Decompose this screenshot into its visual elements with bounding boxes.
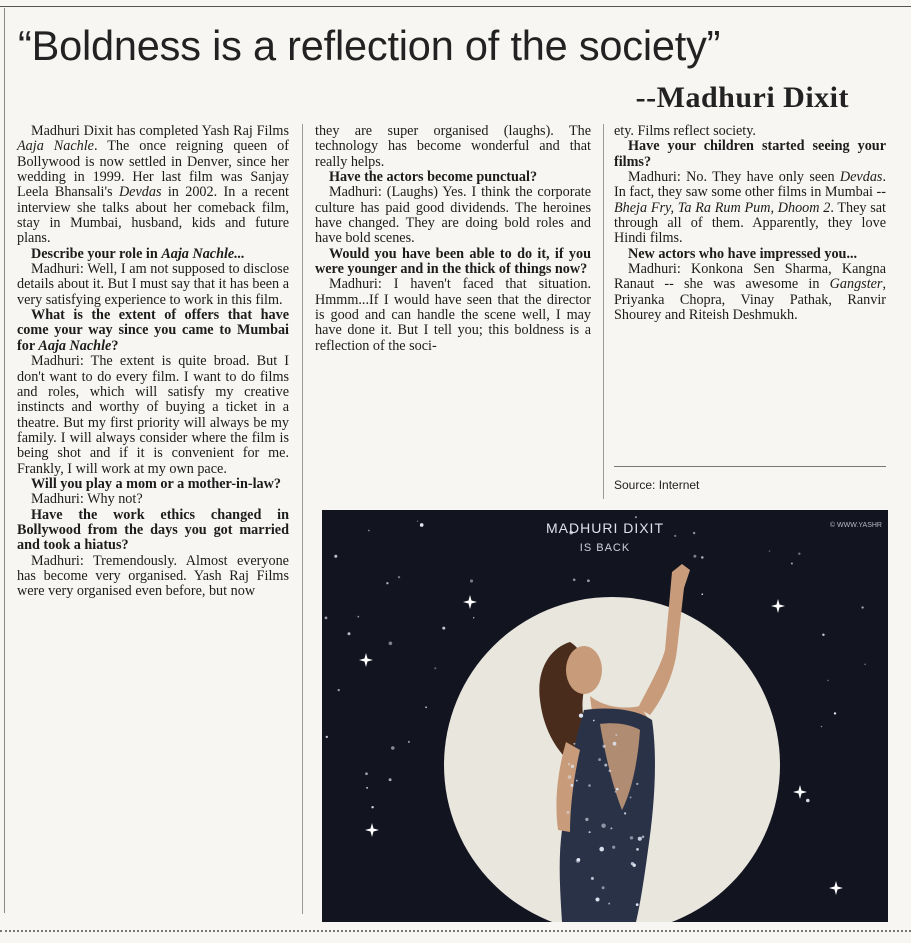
poster-watermark: © WWW.YASHR xyxy=(829,522,882,529)
sequin xyxy=(579,713,583,717)
star xyxy=(834,712,836,714)
star xyxy=(326,736,328,738)
sequin xyxy=(615,791,617,793)
star xyxy=(417,520,418,521)
star xyxy=(325,617,328,620)
star xyxy=(371,806,373,808)
byline: --Madhuri Dixit xyxy=(635,81,849,114)
star xyxy=(348,632,351,635)
star xyxy=(442,627,445,630)
interview-question xyxy=(315,247,591,278)
text-run: Describe your role in xyxy=(31,245,162,262)
text-run: . They sat through all of them. Apparently, they love Hindi films. xyxy=(614,199,886,247)
article-paragraph xyxy=(17,124,289,247)
interview-question xyxy=(614,247,886,262)
article-paragraph xyxy=(614,262,886,323)
sequin xyxy=(636,783,638,785)
interview-question xyxy=(17,508,289,554)
article-column-3 xyxy=(614,124,886,323)
star xyxy=(861,606,863,608)
sequin xyxy=(624,812,626,814)
sequin xyxy=(585,818,588,821)
text-run: Madhuri: Konkona Sen Sharma, Kangna Ranaut -- she was awesome in xyxy=(614,261,886,293)
article-column-2 xyxy=(315,124,591,354)
sequin xyxy=(577,858,580,861)
star xyxy=(398,576,400,578)
source-credit: Source: Internet xyxy=(614,478,700,492)
text-run: Have the work ethics changed in Bollywood from the days you got married and took a hiatus? xyxy=(17,506,289,554)
article-paragraph xyxy=(17,492,289,507)
sequin xyxy=(595,897,599,901)
sequin xyxy=(591,877,594,880)
star xyxy=(573,578,576,581)
text-run: Madhuri: (Laughs) Yes. I think the corporate culture has paid good dividends. The heroines have changed. They are doing bold roles and have bold scenes. xyxy=(315,184,591,247)
poster-subtitle: IS BACK xyxy=(579,542,631,554)
star xyxy=(827,680,828,681)
sequin xyxy=(610,827,612,829)
sequin xyxy=(571,784,574,787)
text-run: New actors who have impressed you... xyxy=(628,245,858,262)
sequin xyxy=(608,903,610,905)
star xyxy=(822,633,825,636)
sequin xyxy=(609,769,612,772)
interview-question xyxy=(315,170,591,185)
sequin xyxy=(612,846,615,849)
sequin xyxy=(636,903,639,906)
sequin xyxy=(636,848,639,851)
text-run: in 2002. In a recent interview she talks about her comeback film, stay in Mumbai, husband, kids and future plans. xyxy=(17,184,289,247)
star xyxy=(470,579,473,582)
poster-illustration xyxy=(322,510,888,922)
article-paragraph xyxy=(17,262,289,308)
star xyxy=(389,778,392,781)
article-paragraph xyxy=(614,170,886,247)
article-paragraph xyxy=(315,185,591,246)
sequin xyxy=(589,831,591,833)
star xyxy=(408,741,410,743)
article-paragraph xyxy=(17,554,289,600)
star xyxy=(365,772,368,775)
text-run: Have the actors become punctual? xyxy=(329,169,538,186)
star xyxy=(587,579,590,582)
star xyxy=(791,562,793,564)
star xyxy=(769,550,771,552)
text-run: Madhuri: Why not? xyxy=(31,491,143,508)
star xyxy=(420,523,424,527)
sequin xyxy=(571,765,574,768)
star xyxy=(386,582,388,584)
sequin xyxy=(601,823,605,827)
sequin xyxy=(615,734,617,736)
article-paragraph xyxy=(315,277,591,354)
star xyxy=(821,726,822,727)
text-run: Madhuri: Tremendously. Almost everyone has become very organised. Yash Raj Films were very organised even before, but now xyxy=(17,552,289,600)
text-run: ety. Films reflect society. xyxy=(614,123,756,139)
star xyxy=(391,746,395,750)
sequin xyxy=(598,758,601,761)
article-paragraph xyxy=(315,124,591,170)
sequin xyxy=(630,836,633,839)
star xyxy=(389,641,393,645)
top-rule xyxy=(0,6,911,7)
interview-question xyxy=(614,139,886,170)
text-run: What is the extent of offers that have come your way since you came to Mumbai for xyxy=(17,307,289,354)
star xyxy=(434,667,436,669)
star xyxy=(635,516,637,518)
sequin xyxy=(573,743,575,745)
italic-title: Aaja Nachle... xyxy=(161,245,245,262)
italic-title: Aaja Nachle xyxy=(38,337,112,354)
star xyxy=(334,555,337,558)
text-run: they are super organised (laughs). The technology has become wonderful and that really helps. xyxy=(315,123,591,170)
sequin xyxy=(566,811,569,814)
star xyxy=(357,616,359,618)
text-run: Madhuri Dixit has completed Yash Raj Films xyxy=(31,123,289,139)
headline: “Boldness is a reflection of the society” xyxy=(18,22,721,69)
italic-title: Devdas xyxy=(839,169,883,186)
star xyxy=(338,689,340,691)
text-run: Have your children started seeing your films? xyxy=(614,138,886,170)
left-border xyxy=(4,8,5,913)
sequin xyxy=(588,784,591,787)
sequin xyxy=(616,788,619,791)
sequin xyxy=(642,835,645,838)
source-rule xyxy=(614,466,886,467)
dancer-face xyxy=(566,646,602,694)
text-run: Will you play a mom or a mother-in-law? xyxy=(31,475,281,492)
star xyxy=(366,787,368,789)
sequin xyxy=(638,837,642,841)
text-run: Would you have been able to do it, if you were younger and in the thick of things now? xyxy=(315,245,591,278)
sequin xyxy=(576,780,578,782)
star xyxy=(368,530,370,532)
sequin xyxy=(630,796,632,798)
sequin xyxy=(568,775,572,779)
sequin xyxy=(602,886,605,889)
text-run: Madhuri: Well, I am not supposed to disclose details about it. But I must say that it has been a very satisfying experience to work in this film. xyxy=(17,261,289,308)
star xyxy=(806,799,810,803)
bottom-rule xyxy=(0,930,911,932)
poster-title: MADHURI DIXIT xyxy=(546,520,664,536)
sequin xyxy=(613,742,617,746)
sequin xyxy=(632,863,635,866)
star xyxy=(798,552,800,554)
star xyxy=(701,593,703,595)
text-run: , Priyanka Chopra, Vinay Pathak, Ranvir Shourey and Riteish Deshmukh. xyxy=(614,276,886,324)
sequin xyxy=(593,720,595,722)
italic-title: Bheja Fry, Ta Ra Rum Pum, Dhoom 2 xyxy=(614,199,831,216)
sequin xyxy=(604,764,607,767)
text-run: Madhuri: The extent is quite broad. But I don't want to do every film. I want to do films and roles, which will satisfy my creative instincts and worthy of buying a ticket in a theatre. But my first priority will always be my family. I will always consider where the film is being shot and if it is convenient for me. Frankly, I will work at my own pace. xyxy=(17,353,289,477)
interview-question xyxy=(17,477,289,492)
star xyxy=(701,556,704,559)
article-column-1 xyxy=(17,124,289,600)
star xyxy=(425,706,427,708)
text-run: . In fact, they saw some other films in Mumbai -- xyxy=(614,169,886,201)
column-rule xyxy=(302,124,303,914)
sequin xyxy=(599,847,604,852)
article-paragraph xyxy=(614,124,886,139)
sequin xyxy=(603,745,606,748)
interview-question xyxy=(17,247,289,262)
sequin xyxy=(568,763,570,765)
italic-title: Gangster xyxy=(829,276,883,293)
star xyxy=(693,555,696,558)
italic-title: Devdas xyxy=(118,184,162,201)
star xyxy=(674,535,676,537)
star xyxy=(864,664,865,665)
text-run: ? xyxy=(111,337,119,354)
text-run: Madhuri: I haven't faced that situation. Hmmm...If I would have seen that the director is good and can handle the scene well, I may have done it. But I tell you; this boldness is a reflection of the soci- xyxy=(315,276,591,354)
text-run: Madhuri: No. They have only seen xyxy=(628,169,840,186)
italic-title: Aaja Nachle xyxy=(17,138,94,155)
star xyxy=(693,532,696,535)
column-rule xyxy=(603,124,604,499)
poster-photo xyxy=(322,510,888,922)
interview-question xyxy=(17,308,289,354)
text-run: . The once reigning queen of Bollywood is now settled in Denver, since her wedding in 1999. Her last film was Sanjay Leela Bhansali's xyxy=(17,138,289,201)
article-paragraph xyxy=(17,354,289,477)
star xyxy=(473,617,474,618)
